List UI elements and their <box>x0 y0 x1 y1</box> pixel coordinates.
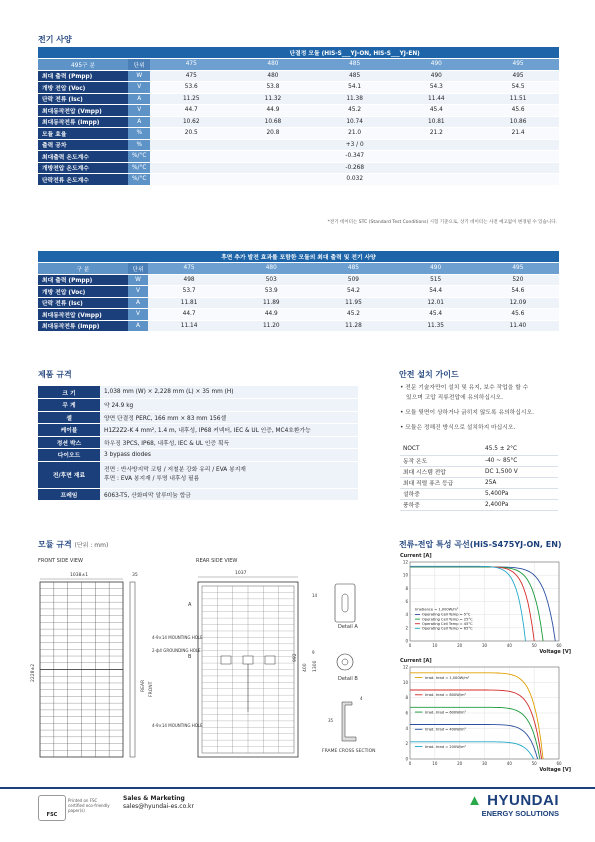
bifacial-cell: 11.14 <box>148 320 230 332</box>
stc-cell: 10.62 <box>150 116 232 128</box>
bifacial-row-unit: W <box>128 274 148 286</box>
iv-x-label: Voltage [V] <box>539 649 571 655</box>
side-frame <box>130 582 135 757</box>
stc-row-unit: A <box>128 93 150 105</box>
stc-cell: 54.5 <box>477 82 559 94</box>
bifacial-col-header: 475 <box>148 263 230 275</box>
safety-item: • 전문 기술자만이 설치 및 유지, 보수 작업을 할 수 <box>400 385 529 391</box>
detail-dim: 14 <box>312 593 318 598</box>
product-row <box>38 399 358 412</box>
dim-width-front: 1038±1 <box>70 573 89 578</box>
stc-cell: 44.7 <box>150 105 232 117</box>
install-label: 최대 시스템 전압 <box>400 466 482 477</box>
dim-height: 2228±2 <box>31 663 36 682</box>
hole-label: 4-9×14 MOUNTING HOLE <box>152 635 203 640</box>
stc-cell: -0.268 <box>150 162 559 174</box>
stc-spec-table <box>38 47 559 186</box>
iv-y-tick: 4 <box>405 612 408 618</box>
product-value: 6063-T5, 산화피막 알루미늄 합금 <box>100 488 358 501</box>
product-value: 전면 : 반사방지막 코팅 / 저철분 강화 유리 / EVA 봉지재 <box>104 466 246 473</box>
bifacial-cell: 45.2 <box>312 309 394 321</box>
stc-col-header: 495 <box>477 59 559 71</box>
bifacial-cell: 12.01 <box>395 297 477 309</box>
iv-legend-head: Irradiance = 1,000W/m² <box>414 607 459 612</box>
stc-cell: 11.51 <box>477 93 559 105</box>
brand-mark-icon: ▲ <box>467 792 483 809</box>
brand-name: HYUNDAI <box>487 792 559 809</box>
iv-legend-label: Irrad. Irrad = 800W/m² <box>424 693 466 697</box>
fsc-text: Printed on FSC certified eco-friendly paper(s) <box>68 798 110 813</box>
stc-row <box>38 128 559 140</box>
stc-label-header: 495구 분 <box>38 59 128 71</box>
stc-cell: 10.74 <box>314 116 396 128</box>
bifacial-cell: 45.6 <box>477 309 559 321</box>
stc-cell: 54.3 <box>395 82 477 94</box>
bifacial-spec-table <box>38 251 559 332</box>
stc-cell: -0.347 <box>150 151 559 163</box>
hole-label: 4-9×14 MOUNTING HOLE <box>152 723 203 728</box>
stc-cell: 44.9 <box>232 105 314 117</box>
stc-unit-header: 단위 <box>128 59 150 71</box>
iv-y-tick: 8 <box>405 695 408 701</box>
side-rear-label: REAR <box>141 679 146 692</box>
product-label: 크 기 <box>38 386 100 399</box>
iv-x-tick: 40 <box>506 761 512 766</box>
footer-divider <box>0 787 595 789</box>
stc-cell: 21.2 <box>395 128 477 140</box>
iv-y-tick: 0 <box>405 756 408 762</box>
product-row <box>38 436 358 449</box>
stc-row-label: 최대 출력 (Pmpp) <box>38 70 128 82</box>
install-value: -40 ~ 85°C <box>482 455 558 466</box>
stc-cell: 20.5 <box>150 128 232 140</box>
iv-y-tick: 2 <box>405 741 408 747</box>
iv-legend-label: Irrad. Irrad = 600W/m² <box>424 710 466 715</box>
bifacial-cell: 11.95 <box>312 297 394 309</box>
product-row <box>38 424 358 437</box>
iv-curve <box>410 707 540 759</box>
install-value: 2,400Pa <box>482 499 558 510</box>
bifacial-cell: 503 <box>230 274 312 286</box>
stc-row-label: 최대출력 온도계수 <box>38 151 128 163</box>
stc-cell: 11.32 <box>232 93 314 105</box>
bifacial-label-header: 구 분 <box>38 263 128 275</box>
bifacial-col-header: 480 <box>230 263 312 275</box>
side-front-label: FRONT <box>149 681 154 697</box>
product-label: 셀 <box>38 411 100 424</box>
iv-x-label: Voltage [V] <box>539 767 571 773</box>
stc-row-unit: % <box>128 139 150 151</box>
bifacial-cell: 44.9 <box>230 309 312 321</box>
bifacial-row-label: 최대 출력 (Pmpp) <box>38 274 128 286</box>
safety-item: • 모듈 뒷면이 상하거나 긁히지 않도록 유의하십시오. <box>400 410 534 416</box>
iv-title: 전류-전압 특성 곡선(HiS-S475YJ-ON, EN) <box>399 540 562 549</box>
bifacial-row-unit: A <box>128 320 148 332</box>
stc-cell: 485 <box>314 70 396 82</box>
install-label: 풍하중 <box>400 499 482 510</box>
stc-row <box>38 93 559 105</box>
bifacial-row-label: 단락 전류 (Isc) <box>38 297 128 309</box>
detail-b-marker: B <box>188 654 192 660</box>
hyundai-logo <box>467 792 559 818</box>
stc-row-label: 개방 전압 (Voc) <box>38 82 128 94</box>
stc-col-header: 485 <box>314 59 396 71</box>
detail-a-marker: A <box>188 602 192 608</box>
bifacial-cell: 53.9 <box>230 286 312 298</box>
bifacial-row-label: 최대동작전압 (Vmpp) <box>38 309 128 321</box>
electrical-title: 전기 사양 <box>38 35 72 44</box>
bifacial-col-header: 485 <box>312 263 394 275</box>
module-drawing <box>30 552 385 782</box>
iv-legend-label: Operating Cell Temp = 45°C <box>421 621 473 626</box>
bifacial-cell: 44.7 <box>148 309 230 321</box>
product-label: 프레임 <box>38 488 100 501</box>
bifacial-cell: 11.28 <box>312 320 394 332</box>
iv-legend-label: Operating Cell Temp = 65°C <box>421 626 473 631</box>
brand-sub: ENERGY SOLUTIONS <box>481 809 559 818</box>
stc-cell: 53.8 <box>232 82 314 94</box>
iv-x-tick: 0 <box>408 761 412 766</box>
bifacial-row <box>38 286 559 298</box>
bifacial-cell: 515 <box>395 274 477 286</box>
install-label: 설하중 <box>400 488 482 499</box>
bifacial-cell: 45.4 <box>395 309 477 321</box>
stc-cell: 53.6 <box>150 82 232 94</box>
bifacial-cell: 498 <box>148 274 230 286</box>
stc-cell: 0.032 <box>150 174 559 186</box>
dim-rear-small: 992 <box>293 653 298 662</box>
product-label: 전/후면 재료 <box>38 461 100 488</box>
dim-frame: 35 <box>132 573 138 578</box>
iv-x-tick: 50 <box>531 643 537 648</box>
install-value: 5,400Pa <box>482 488 558 499</box>
bifacial-row <box>38 320 559 332</box>
iv-chart-temperature <box>398 550 573 655</box>
iv-x-tick: 10 <box>432 761 438 766</box>
stc-cell: 11.44 <box>395 93 477 105</box>
iv-legend-label: Irrad. Irrad = 200W/m² <box>424 744 466 749</box>
stc-row-unit: V <box>128 105 150 117</box>
install-label: 동작 온도 <box>400 455 482 466</box>
detail-dim: 35 <box>328 718 334 723</box>
stc-row-unit: % <box>128 128 150 140</box>
product-value: 하우징 3PCS, IP68, 내후성, IEC & UL 인증 획득 <box>100 436 358 449</box>
product-row <box>38 461 358 488</box>
bifacial-row-unit: V <box>128 286 148 298</box>
stc-cell: 45.4 <box>395 105 477 117</box>
stc-row <box>38 139 559 151</box>
stc-row-label: 최대동작전류 (Impp) <box>38 116 128 128</box>
bifacial-cell: 54.6 <box>477 286 559 298</box>
stc-row <box>38 82 559 94</box>
product-value-2: 후면 : EVA 봉지재 / 투명 내후성 필름 <box>104 475 200 482</box>
iv-y-tick: 12 <box>402 664 408 670</box>
stc-cell: 21.4 <box>477 128 559 140</box>
stc-cell: 54.1 <box>314 82 396 94</box>
front-panel <box>40 582 123 757</box>
stc-cell: 21.0 <box>314 128 396 140</box>
bifacial-row-unit: A <box>128 297 148 309</box>
stc-main-header: 단결정 모듈 (HiS-S___YJ-ON, HiS-S___YJ-EN) <box>150 47 559 59</box>
hole-label: 2-ф4 GROUNDING HOLE <box>152 648 201 653</box>
dim-width-rear: 1037 <box>235 571 247 576</box>
stc-cell: 45.2 <box>314 105 396 117</box>
stc-cell: 495 <box>477 70 559 82</box>
bifacial-cell: 520 <box>477 274 559 286</box>
detail-dim: 9 <box>312 650 315 655</box>
iv-y-tick: 2 <box>405 625 408 631</box>
stc-row-unit: %/°C <box>128 162 150 174</box>
stc-row-label: 단락전류 온도계수 <box>38 174 128 186</box>
rear-label: REAR SIDE VIEW <box>196 558 238 564</box>
bifacial-main-header: 후면 추가 발전 효과를 포함한 모듈의 최대 출력 및 전기 사양 <box>38 251 559 263</box>
stc-note: *전기 데이터는 STC (Standard Test Conditions) 시험 기준으로, 상기 데이터는 사전 예고없이 변경될 수 있습니다. <box>327 220 557 225</box>
sales-title: Sales & Marketing <box>123 795 185 802</box>
iv-y-tick: 12 <box>402 559 408 565</box>
iv-y-tick: 8 <box>405 585 408 591</box>
safety-item: 있으며 고압 직류전압에 유의하십시오. <box>406 395 503 401</box>
safety-list <box>400 383 560 433</box>
stc-col-header: 480 <box>232 59 314 71</box>
stc-cell: 11.25 <box>150 93 232 105</box>
stc-cell: 475 <box>150 70 232 82</box>
product-row <box>38 449 358 462</box>
bifacial-unit-header: 단위 <box>128 263 148 275</box>
stc-cell: 11.38 <box>314 93 396 105</box>
detail-dim: 4 <box>360 696 363 701</box>
iv-x-tick: 30 <box>481 643 488 648</box>
product-row <box>38 488 358 501</box>
product-label: 무 게 <box>38 399 100 412</box>
product-row <box>38 386 358 399</box>
bifacial-row <box>38 309 559 321</box>
iv-x-tick: 0 <box>408 643 412 648</box>
bifacial-row <box>38 274 559 286</box>
stc-cell: 490 <box>395 70 477 82</box>
stc-row-label: 출력 공차 <box>38 139 128 151</box>
stc-row-unit: A <box>128 116 150 128</box>
stc-row-label: 단락 전류 (Isc) <box>38 93 128 105</box>
install-label: NOCT <box>400 444 482 455</box>
rear-panel <box>198 582 298 757</box>
stc-cell: 20.8 <box>232 128 314 140</box>
iv-y-tick: 6 <box>405 599 408 604</box>
iv-y-tick: 10 <box>402 572 408 578</box>
stc-row <box>38 105 559 117</box>
iv-y-label: Current [A] <box>400 658 432 664</box>
bifacial-cell: 54.2 <box>312 286 394 298</box>
stc-cell: +3 / 0 <box>150 139 559 151</box>
product-value: H1Z2Z2-K 4 mm², 1.4 m, 내후성, IP68 커넥터, IEC & UL 인증, MC4호환가능 <box>100 424 358 437</box>
stc-cell: 10.81 <box>395 116 477 128</box>
stc-cell: 10.86 <box>477 116 559 128</box>
stc-row-label: 개방전압 온도계수 <box>38 162 128 174</box>
stc-row-unit: W <box>128 70 150 82</box>
fsc-logo: FSC <box>38 795 66 821</box>
stc-cell: 45.6 <box>477 105 559 117</box>
stc-row <box>38 174 559 186</box>
bifacial-row-label: 개방 전압 (Voc) <box>38 286 128 298</box>
product-value: 3 bypass diodes <box>100 449 358 462</box>
stc-row <box>38 116 559 128</box>
safety-item: • 모듈은 정해진 방식으로 설치하지 마십시오. <box>400 425 516 431</box>
iv-x-tick: 40 <box>506 643 512 648</box>
stc-row-label: 최대동작전압 (Vmpp) <box>38 105 128 117</box>
product-value: 약 24.9 kg <box>100 399 358 412</box>
stc-cell: 480 <box>232 70 314 82</box>
iv-x-tick: 60 <box>556 761 562 766</box>
product-value: 양면 단결정 PERC, 166 mm × 83 mm 156셀 <box>100 411 358 424</box>
dim-mid: 1300 <box>313 660 318 672</box>
bifacial-cell: 53.7 <box>148 286 230 298</box>
sales-email[interactable]: sales@hyundai-es.co.kr <box>123 803 195 810</box>
installation-table <box>400 444 558 511</box>
iv-y-tick: 6 <box>405 710 408 716</box>
iv-x-tick: 10 <box>432 643 438 648</box>
bifacial-cell: 11.40 <box>477 320 559 332</box>
dim-mid: 400 <box>303 663 308 672</box>
detail-a-label: Detail A <box>338 624 358 630</box>
product-value: 1,038 mm (W) × 2,228 mm (L) × 35 mm (H) <box>100 386 358 399</box>
iv-x-tick: 20 <box>457 761 463 766</box>
bifacial-row-unit: V <box>128 309 148 321</box>
product-title: 제품 규격 <box>38 370 72 379</box>
bifacial-row-label: 최대동작전류 (Impp) <box>38 320 128 332</box>
product-spec-table <box>38 386 358 501</box>
bifacial-row <box>38 297 559 309</box>
stc-row-unit: V <box>128 82 150 94</box>
bifacial-cell: 11.20 <box>230 320 312 332</box>
stc-row <box>38 70 559 82</box>
bifacial-cell: 11.35 <box>395 320 477 332</box>
stc-row-unit: %/°C <box>128 174 150 186</box>
detail-b-label: Detail B <box>338 676 358 682</box>
iv-x-tick: 50 <box>531 761 537 766</box>
product-label: 정션 박스 <box>38 436 100 449</box>
safety-title: 안전 설치 가이드 <box>399 370 459 379</box>
iv-chart-irradiance <box>398 655 573 773</box>
stc-col-header: 475 <box>150 59 232 71</box>
install-label: 최대 직렬 퓨즈 등급 <box>400 477 482 488</box>
iv-legend-label: Irrad. Irrad = 400W/m² <box>424 727 466 732</box>
iv-y-label: Current [A] <box>400 553 432 559</box>
stc-row <box>38 151 559 163</box>
bifacial-cell: 11.81 <box>148 297 230 309</box>
install-value: 25A <box>482 477 558 488</box>
iv-x-tick: 30 <box>481 761 488 766</box>
iv-y-tick: 10 <box>402 679 408 685</box>
iv-legend-label: Operating Cell Temp = 25°C <box>421 617 473 622</box>
bifacial-cell: 12.09 <box>477 297 559 309</box>
bifacial-cell: 509 <box>312 274 394 286</box>
bifacial-col-header: 490 <box>395 263 477 275</box>
stc-row <box>38 162 559 174</box>
stc-col-header: 490 <box>395 59 477 71</box>
iv-y-tick: 0 <box>405 638 408 644</box>
frame-section-label: FRAME CROSS SECTION <box>322 749 376 754</box>
stc-cell: 10.68 <box>232 116 314 128</box>
bifacial-cell: 11.89 <box>230 297 312 309</box>
drawing-title: 모듈 규격 (단위 : mm) <box>38 540 109 549</box>
iv-y-tick: 4 <box>405 725 408 731</box>
bifacial-col-header: 495 <box>477 263 559 275</box>
install-value: 45.5 ± 2°C <box>482 444 558 455</box>
sales-contact <box>123 795 194 811</box>
iv-x-tick: 20 <box>457 643 463 648</box>
product-row <box>38 411 358 424</box>
stc-row-unit: %/°C <box>128 151 150 163</box>
iv-x-tick: 60 <box>556 643 562 648</box>
bifacial-cell: 54.4 <box>395 286 477 298</box>
product-label: 다이오드 <box>38 449 100 462</box>
stc-row-label: 모듈 효율 <box>38 128 128 140</box>
install-value: DC 1,500 V <box>482 466 558 477</box>
product-label: 케이블 <box>38 424 100 437</box>
iv-legend-label: Irrad. Irrad = 1,000W/m² <box>424 675 470 680</box>
iv-legend-label: Operating Cell Temp = 5°C <box>421 612 471 617</box>
front-label: FRONT SIDE VIEW <box>38 558 83 564</box>
